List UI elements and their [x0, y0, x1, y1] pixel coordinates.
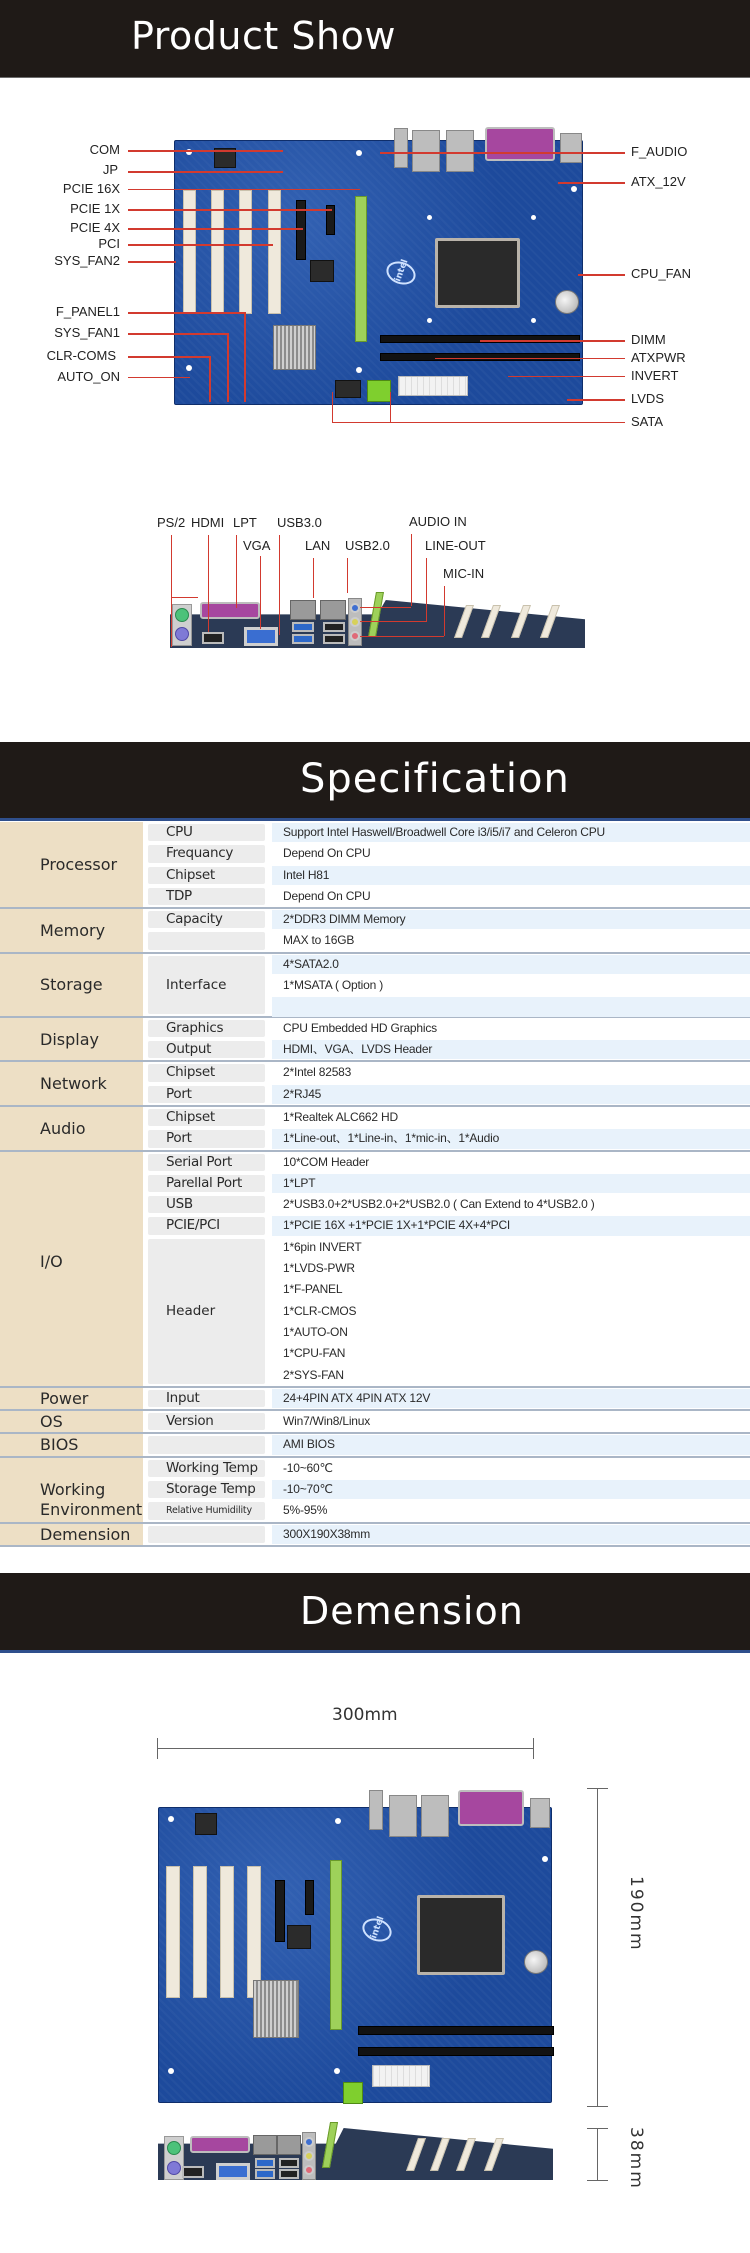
- spec-value: 1*AUTO-ON: [283, 1324, 348, 1339]
- ps2-keyboard-port: [167, 2161, 181, 2175]
- usb3-port-1: [292, 622, 314, 632]
- cpu-socket: [435, 238, 520, 308]
- spec-value: 2*DDR3 DIMM Memory: [272, 910, 750, 929]
- spec-value: 24+4PIN ATX 4PIN ATX 12V: [272, 1389, 750, 1408]
- spec-category: I/O: [0, 1152, 143, 1386]
- callout-line: [171, 597, 198, 598]
- spec-row: [0, 1500, 750, 1521]
- callout-line: [227, 333, 229, 402]
- spec-value: 1*CPU-FAN: [283, 1346, 346, 1361]
- spec-table: [0, 822, 750, 1547]
- mic-in-jack: [304, 2165, 314, 2175]
- spec-category: Working Environment: [0, 1458, 143, 1522]
- spec-value: 10*COM Header: [283, 1154, 370, 1169]
- callout-line: [390, 392, 391, 422]
- io-label-hdmi: HDMI: [191, 515, 225, 530]
- mount-hole: [542, 1856, 548, 1862]
- spec-key: Graphics: [148, 1020, 265, 1037]
- spec-key: Capacity: [148, 911, 265, 928]
- callout-line: [347, 558, 348, 593]
- mount-hole: [531, 215, 536, 220]
- spec-value: 1*PCIE 16X +1*PCIE 1X+1*PCIE 4X+4*PCI: [272, 1216, 750, 1235]
- spec-row: [0, 865, 750, 886]
- callout-line: [313, 558, 314, 598]
- spec-value: AMI BIOS: [272, 1435, 750, 1454]
- lan-port-1: [290, 600, 316, 620]
- io-block: [530, 1798, 550, 1828]
- usb3-port-2: [255, 2169, 275, 2179]
- spec-value: 300X190X38mm: [272, 1525, 750, 1544]
- spec-key: Input: [148, 1390, 265, 1407]
- spec-key: [148, 932, 265, 949]
- intel-logo: intel: [383, 258, 419, 289]
- heatsink: [273, 325, 316, 370]
- cpu-socket: [417, 1895, 505, 1975]
- spec-value: 1*CLR-CMOS: [283, 1303, 357, 1318]
- callout-line: [360, 621, 426, 622]
- spec-key: Serial Port: [148, 1154, 265, 1171]
- superio-chip: [195, 1813, 217, 1835]
- callout-line: [260, 556, 261, 629]
- intel-logo: intel: [359, 1915, 395, 1946]
- pci-slot: [247, 1866, 261, 1998]
- spec-group-os: [0, 1411, 750, 1434]
- spec-value: Support Intel Haswell/Broadwell Core i3/i5/i7 and Celeron CPU: [272, 823, 750, 842]
- cmos-battery: [555, 290, 579, 314]
- mount-hole: [427, 215, 432, 220]
- width-label: 300mm: [332, 1705, 398, 1725]
- line-out-jack: [304, 2151, 314, 2161]
- spec-category: OS: [0, 1411, 143, 1432]
- pci-slot: [220, 1866, 234, 1998]
- spec-key: PCIE/PCI: [148, 1217, 265, 1234]
- audio-in-jack: [350, 603, 360, 613]
- spec-value: 1*F-PANEL: [283, 1282, 343, 1297]
- io-label-ps2: PS/2: [157, 515, 186, 530]
- callout-line: [567, 399, 625, 401]
- audio-in-jack: [304, 2137, 314, 2147]
- spec-key: Chipset: [148, 867, 265, 884]
- callout-line: [444, 586, 445, 636]
- mount-hole: [168, 1816, 174, 1822]
- io-label-vga: VGA: [243, 538, 271, 553]
- callout-pcie4x: PCIE 4X: [70, 220, 120, 235]
- height-label: 190mm: [626, 1876, 646, 1952]
- dimm-slot-2: [358, 2047, 554, 2056]
- io-label-line-out: LINE-OUT: [425, 538, 486, 553]
- height-dimension-line: [597, 1788, 598, 2106]
- spec-value: 4*SATA2.0: [272, 955, 750, 974]
- spec-value: 1*LVDS-PWR: [283, 1261, 355, 1276]
- io-audio-block: [560, 133, 582, 163]
- callout-line: [480, 340, 625, 342]
- dimm-slot-1: [358, 2026, 554, 2035]
- spec-group-memory: [0, 909, 750, 954]
- spec-value: 1*Line-out、1*Line-in、1*mic-in、1*Audio: [272, 1129, 750, 1148]
- spec-row: [0, 954, 750, 975]
- callout-lvds: LVDS: [631, 391, 664, 406]
- mount-hole: [186, 365, 192, 371]
- spec-row: [0, 1258, 750, 1279]
- usb3-port-1: [255, 2158, 275, 2168]
- mount-hole: [168, 2068, 174, 2074]
- spec-row: [0, 1128, 750, 1149]
- depth-tick-top: [587, 2128, 608, 2129]
- callout-sata: SATA: [631, 414, 664, 429]
- callout-line: [128, 189, 360, 190]
- callout-line: [360, 607, 411, 608]
- spec-key: Output: [148, 1041, 265, 1058]
- depth-dimension-line: [597, 2128, 598, 2180]
- io-label-lan: LAN: [305, 538, 331, 553]
- ps2-keyboard-port: [175, 627, 189, 641]
- heatsink: [253, 1980, 299, 2038]
- sata-ports: [335, 380, 361, 398]
- spec-category: BIOS: [0, 1434, 143, 1455]
- width-dimension-line: [157, 1748, 533, 1749]
- callout-atx-12v: ATX_12V: [631, 174, 686, 189]
- spec-row: [0, 909, 750, 930]
- dimm-slot-2: [380, 353, 580, 361]
- atx-24pin-connector: [372, 2065, 430, 2087]
- pcie-1x-slot: [305, 1880, 314, 1915]
- callout-line: [209, 356, 211, 402]
- specification-banner: [0, 742, 750, 821]
- spec-value: [272, 997, 750, 1016]
- callout-line: [171, 535, 172, 647]
- mount-hole: [334, 2068, 340, 2074]
- spec-value: 5%-95%: [283, 1503, 328, 1518]
- io-lpt-connector: [458, 1790, 524, 1826]
- callout-line: [435, 358, 625, 359]
- chipset: [310, 260, 334, 282]
- spec-key: Storage Temp: [148, 1481, 265, 1498]
- spec-value: 2*SYS-FAN: [283, 1367, 344, 1382]
- mount-hole: [571, 186, 577, 192]
- mount-hole: [335, 1818, 341, 1824]
- callout-com: COM: [89, 142, 120, 157]
- spec-row: [0, 1343, 750, 1364]
- lpt-port: [190, 2136, 250, 2153]
- spec-key: Relative Humidility: [148, 1502, 265, 1519]
- usb2-port-1: [323, 622, 345, 632]
- spec-key: Frequancy: [148, 845, 265, 862]
- spec-row: [0, 1194, 750, 1215]
- callout-line: [332, 422, 625, 423]
- callout-line: [508, 376, 625, 377]
- callout-atxpwr: ATXPWR: [631, 350, 686, 365]
- hdmi-port: [182, 2166, 204, 2178]
- lpt-port: [200, 602, 260, 619]
- callout-line: [236, 535, 237, 608]
- ps2-mouse-port: [175, 608, 189, 622]
- spec-key: Interface: [148, 956, 265, 1014]
- callout-line: [128, 209, 332, 211]
- io-label-mic-in: MIC-IN: [443, 566, 485, 581]
- callout-line: [332, 392, 333, 422]
- mic-in-jack: [350, 631, 360, 641]
- callout-line: [360, 636, 444, 637]
- spec-row: [0, 843, 750, 864]
- callout-line: [208, 535, 209, 632]
- spec-key: Port: [148, 1086, 265, 1103]
- spec-key: [148, 1526, 265, 1543]
- io-label-audio-in: AUDIO IN: [409, 514, 467, 529]
- spec-row: [0, 996, 750, 1017]
- spec-row: [0, 1039, 750, 1060]
- spec-category: Demension: [0, 1524, 143, 1545]
- spec-row: [0, 1365, 750, 1386]
- callout-line: [128, 244, 273, 246]
- spec-category: Display: [0, 1018, 143, 1061]
- spec-group-processor: [0, 822, 750, 909]
- spec-row: [0, 1237, 750, 1258]
- lan-port-2: [320, 600, 346, 620]
- callout-pci: PCI: [98, 236, 120, 251]
- io-label-usb3: USB3.0: [277, 515, 322, 530]
- callout-line: [128, 312, 244, 314]
- spec-category: Processor: [0, 822, 143, 907]
- spec-row: [0, 1215, 750, 1236]
- spec-category: Power: [0, 1388, 143, 1409]
- spec-row: [0, 1173, 750, 1194]
- spec-key: USB: [148, 1196, 265, 1213]
- mount-hole: [356, 367, 362, 373]
- spec-row: [0, 1388, 750, 1409]
- spec-group-audio: [0, 1107, 750, 1152]
- vga-port: [244, 627, 278, 646]
- atx-24pin-connector: [398, 376, 468, 396]
- section-title-specification: Specification: [300, 756, 570, 802]
- spec-group-power: [0, 1388, 750, 1411]
- spec-key: Header: [148, 1239, 265, 1384]
- spec-key: Parellal Port: [148, 1175, 265, 1192]
- spec-group-dimension: [0, 1524, 750, 1547]
- mount-hole: [531, 318, 536, 323]
- spec-group-bios: [0, 1434, 750, 1457]
- spec-key: [148, 1436, 265, 1453]
- callout-clr-coms: CLR-COMS: [46, 348, 116, 363]
- callout-line: [426, 558, 427, 622]
- io-label-usb2: USB2.0: [345, 538, 390, 553]
- spec-value: 1*6pin INVERT: [283, 1239, 362, 1254]
- spec-row: [0, 1301, 750, 1322]
- callout-auto-on: AUTO_ON: [57, 369, 120, 384]
- spec-key: Chipset: [148, 1064, 265, 1081]
- depth-label: 38mm: [626, 2127, 646, 2190]
- callout-sys-fan1: SYS_FAN1: [54, 325, 120, 340]
- spec-value: 1*Realtek ALC662 HD: [283, 1109, 398, 1124]
- io-block: [369, 1790, 383, 1830]
- callout-line: [128, 356, 209, 358]
- callout-dimm: DIMM: [631, 332, 666, 347]
- usb3-port-2: [292, 634, 314, 644]
- spec-key: Working Temp: [148, 1460, 265, 1477]
- sata-power-connector: [343, 2082, 363, 2104]
- spec-group-environment: [0, 1458, 750, 1524]
- callout-line: [380, 152, 625, 154]
- spec-row: [0, 1458, 750, 1479]
- callout-cpu-fan: CPU_FAN: [631, 266, 691, 281]
- spec-key: Port: [148, 1130, 265, 1147]
- height-tick-bottom: [587, 2106, 608, 2107]
- callout-line: [244, 312, 246, 402]
- spec-row: [0, 1479, 750, 1500]
- io-lan-block-1: [412, 130, 440, 172]
- spec-group-network: [0, 1062, 750, 1107]
- io-lpt-connector: [485, 127, 555, 161]
- ps2-mouse-port: [167, 2141, 181, 2155]
- callout-f-audio: F_AUDIO: [631, 144, 688, 159]
- width-tick-left: [157, 1738, 158, 1759]
- io-label-lpt: LPT: [233, 515, 257, 530]
- spec-value: Win7/Win8/Linux: [283, 1414, 371, 1429]
- callout-line: [558, 182, 625, 184]
- spec-value: 2*USB3.0+2*USB2.0+2*USB2.0 ( Can Extend to 4*USB2.0 ): [283, 1197, 595, 1212]
- callout-pcie16x: PCIE 16X: [62, 181, 120, 196]
- spec-value: 1*MSATA ( Option ): [283, 978, 383, 993]
- spec-value: Depend On CPU: [283, 846, 371, 861]
- spec-category: Memory: [0, 909, 143, 952]
- spec-group-io: [0, 1152, 750, 1388]
- callout-jp: JP: [102, 162, 118, 177]
- spec-value: Depend On CPU: [283, 888, 371, 903]
- pcie-16x-slot: [330, 1860, 342, 2030]
- pci-slot: [166, 1866, 180, 1998]
- spec-row: [0, 1524, 750, 1545]
- spec-key: TDP: [148, 888, 265, 905]
- spec-row: [0, 975, 750, 996]
- callout-line: [128, 228, 303, 230]
- depth-tick-bottom: [587, 2180, 608, 2181]
- spec-row: [0, 1434, 750, 1455]
- height-tick-top: [587, 1788, 608, 1789]
- mount-hole: [427, 318, 432, 323]
- usb2-port-1: [279, 2158, 299, 2168]
- chipset: [287, 1925, 311, 1949]
- spec-value: HDMI、VGA、LVDS Header: [272, 1040, 750, 1059]
- cmos-battery: [524, 1950, 548, 1974]
- io-lan-block-2: [446, 130, 474, 172]
- spec-row: [0, 1411, 750, 1432]
- spec-value: Intel H81: [272, 866, 750, 885]
- callout-f-panel1: F_PANEL1: [55, 304, 120, 319]
- spec-category: Network: [0, 1062, 143, 1105]
- spec-value: -10~60℃: [283, 1460, 333, 1475]
- io-ps2-block: [394, 128, 408, 168]
- spec-row: [0, 1107, 750, 1128]
- spec-category: Audio: [0, 1107, 143, 1150]
- spec-row: [0, 1018, 750, 1039]
- callout-line: [128, 333, 227, 335]
- spec-key: Version: [148, 1413, 265, 1430]
- spec-row: [0, 930, 750, 951]
- section-title-product-show: Product Show: [131, 14, 396, 58]
- spec-row: [0, 886, 750, 907]
- spec-value: -10~70℃: [272, 1480, 750, 1499]
- width-tick-right: [533, 1738, 534, 1759]
- lan-port-2: [277, 2135, 301, 2155]
- spec-row: [0, 1084, 750, 1105]
- callout-line: [279, 535, 280, 635]
- line-out-jack: [350, 617, 360, 627]
- sata-power-connector: [367, 380, 391, 402]
- usb2-port-2: [279, 2169, 299, 2179]
- spec-value: 1*LPT: [272, 1174, 750, 1193]
- callout-line: [128, 171, 283, 173]
- pcie-16x-slot: [355, 196, 367, 342]
- spec-row: [0, 1322, 750, 1343]
- product-show-banner: [0, 0, 750, 78]
- spec-value: 2*Intel 82583: [283, 1065, 352, 1080]
- pcie-4x-slot: [275, 1880, 285, 1942]
- callout-line: [411, 534, 412, 606]
- spec-category: Storage: [0, 954, 143, 1016]
- section-title-dimension: Demension: [300, 1589, 524, 1633]
- callout-line: [128, 150, 283, 152]
- spec-row: [0, 1062, 750, 1083]
- spec-row: [0, 1279, 750, 1300]
- spec-value: MAX to 16GB: [283, 933, 355, 948]
- dimension-banner: [0, 1573, 750, 1653]
- lan-port-1: [253, 2135, 277, 2155]
- usb2-port-2: [323, 634, 345, 644]
- callout-pcie1x: PCIE 1X: [70, 201, 120, 216]
- io-block: [421, 1795, 449, 1837]
- spec-group-display: [0, 1018, 750, 1063]
- spec-value: 2*RJ45: [272, 1085, 750, 1104]
- spec-group-storage: [0, 954, 750, 1018]
- vga-port: [216, 2163, 250, 2180]
- motherboard-top-image: [174, 140, 583, 405]
- callout-line: [128, 261, 176, 263]
- spec-key: Chipset: [148, 1109, 265, 1126]
- callout-sys-fan2: SYS_FAN2: [54, 253, 120, 268]
- spec-row: [0, 1152, 750, 1173]
- spec-value: CPU Embedded HD Graphics: [283, 1020, 437, 1035]
- spec-header-block: [0, 1237, 750, 1386]
- pci-slot: [193, 1866, 207, 1998]
- callout-line: [578, 274, 625, 276]
- spec-row: [0, 822, 750, 843]
- hdmi-port: [202, 632, 224, 644]
- spec-key: CPU: [148, 824, 265, 841]
- mount-hole: [356, 150, 362, 156]
- callout-line: [128, 377, 190, 378]
- callout-invert: INVERT: [631, 368, 679, 383]
- io-block: [389, 1795, 417, 1837]
